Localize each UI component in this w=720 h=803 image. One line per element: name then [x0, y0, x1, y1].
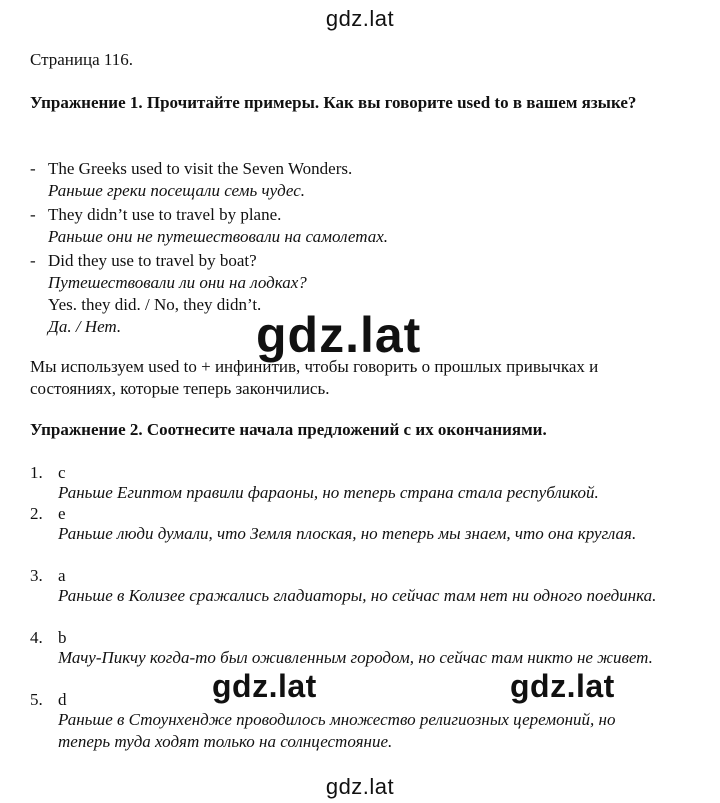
answer-translation: Раньше Египтом правили фараоны, но теперь страна стала республикой. — [58, 483, 599, 502]
example-answer-ru: Да. / Нет. — [48, 317, 122, 336]
answer-letter: a — [58, 566, 66, 585]
answer-letter: d — [58, 690, 67, 709]
example-answer-en: Yes. they did. / No, they didn’t. — [48, 295, 262, 314]
watermark-center: gdz.lat — [256, 307, 422, 363]
answer-number: 1. — [30, 463, 43, 482]
watermark-right: gdz.lat — [510, 668, 615, 704]
example-en: Did they use to travel by boat? — [48, 251, 257, 270]
answer-letter: b — [58, 628, 67, 647]
grammar-note: Мы используем used to + инфинитив, чтобы говорить о прошлых привычках и состояниях, которые теперь закончились. — [30, 357, 599, 398]
answer-letter: e — [58, 504, 66, 523]
answer-number: 5. — [30, 690, 43, 709]
example-ru: Путешествовали ли они на лодках? — [48, 273, 307, 292]
answer-number: 3. — [30, 566, 43, 585]
answer-translation: Раньше в Стоунхендже проводилось множество религиозных церемоний, но теперь туда ходят только на солнцестояние. — [58, 710, 616, 751]
example-en: They didn’t use to travel by plane. — [48, 205, 282, 224]
answer-translation: Мачу-Пикчу когда-то был оживленным городом, но сейчас там никто не живет. — [58, 648, 653, 667]
answer-letter: c — [58, 463, 66, 482]
exercise1-title: Упражнение 1. Прочитайте примеры. Как вы говорите used to в вашем языке? — [30, 93, 637, 112]
example-ru: Раньше греки посещали семь чудес. — [48, 181, 306, 200]
watermark-top: gdz.lat — [325, 6, 395, 31]
bullet-dash: - — [30, 251, 36, 270]
example-en: The Greeks used to visit the Seven Wonders. — [48, 159, 353, 178]
answer-translation: Раньше в Колизее сражались гладиаторы, но сейчас там нет ни одного поединка. — [58, 586, 657, 605]
bullet-dash: - — [30, 205, 36, 224]
example-ru: Раньше они не путешествовали на самолетах. — [48, 227, 389, 246]
exercise2-title: Упражнение 2. Соотнесите начала предложений с их окончаниями. — [30, 420, 547, 439]
answer-translation: Раньше люди думали, что Земля плоская, но теперь мы знаем, что она круглая. — [58, 524, 637, 543]
watermark-bottom: gdz.lat — [325, 774, 395, 799]
answer-number: 2. — [30, 504, 43, 523]
bullet-dash: - — [30, 159, 36, 178]
page-label: Страница 116. — [30, 50, 134, 69]
answer-number: 4. — [30, 628, 43, 647]
watermark-left: gdz.lat — [212, 668, 317, 704]
